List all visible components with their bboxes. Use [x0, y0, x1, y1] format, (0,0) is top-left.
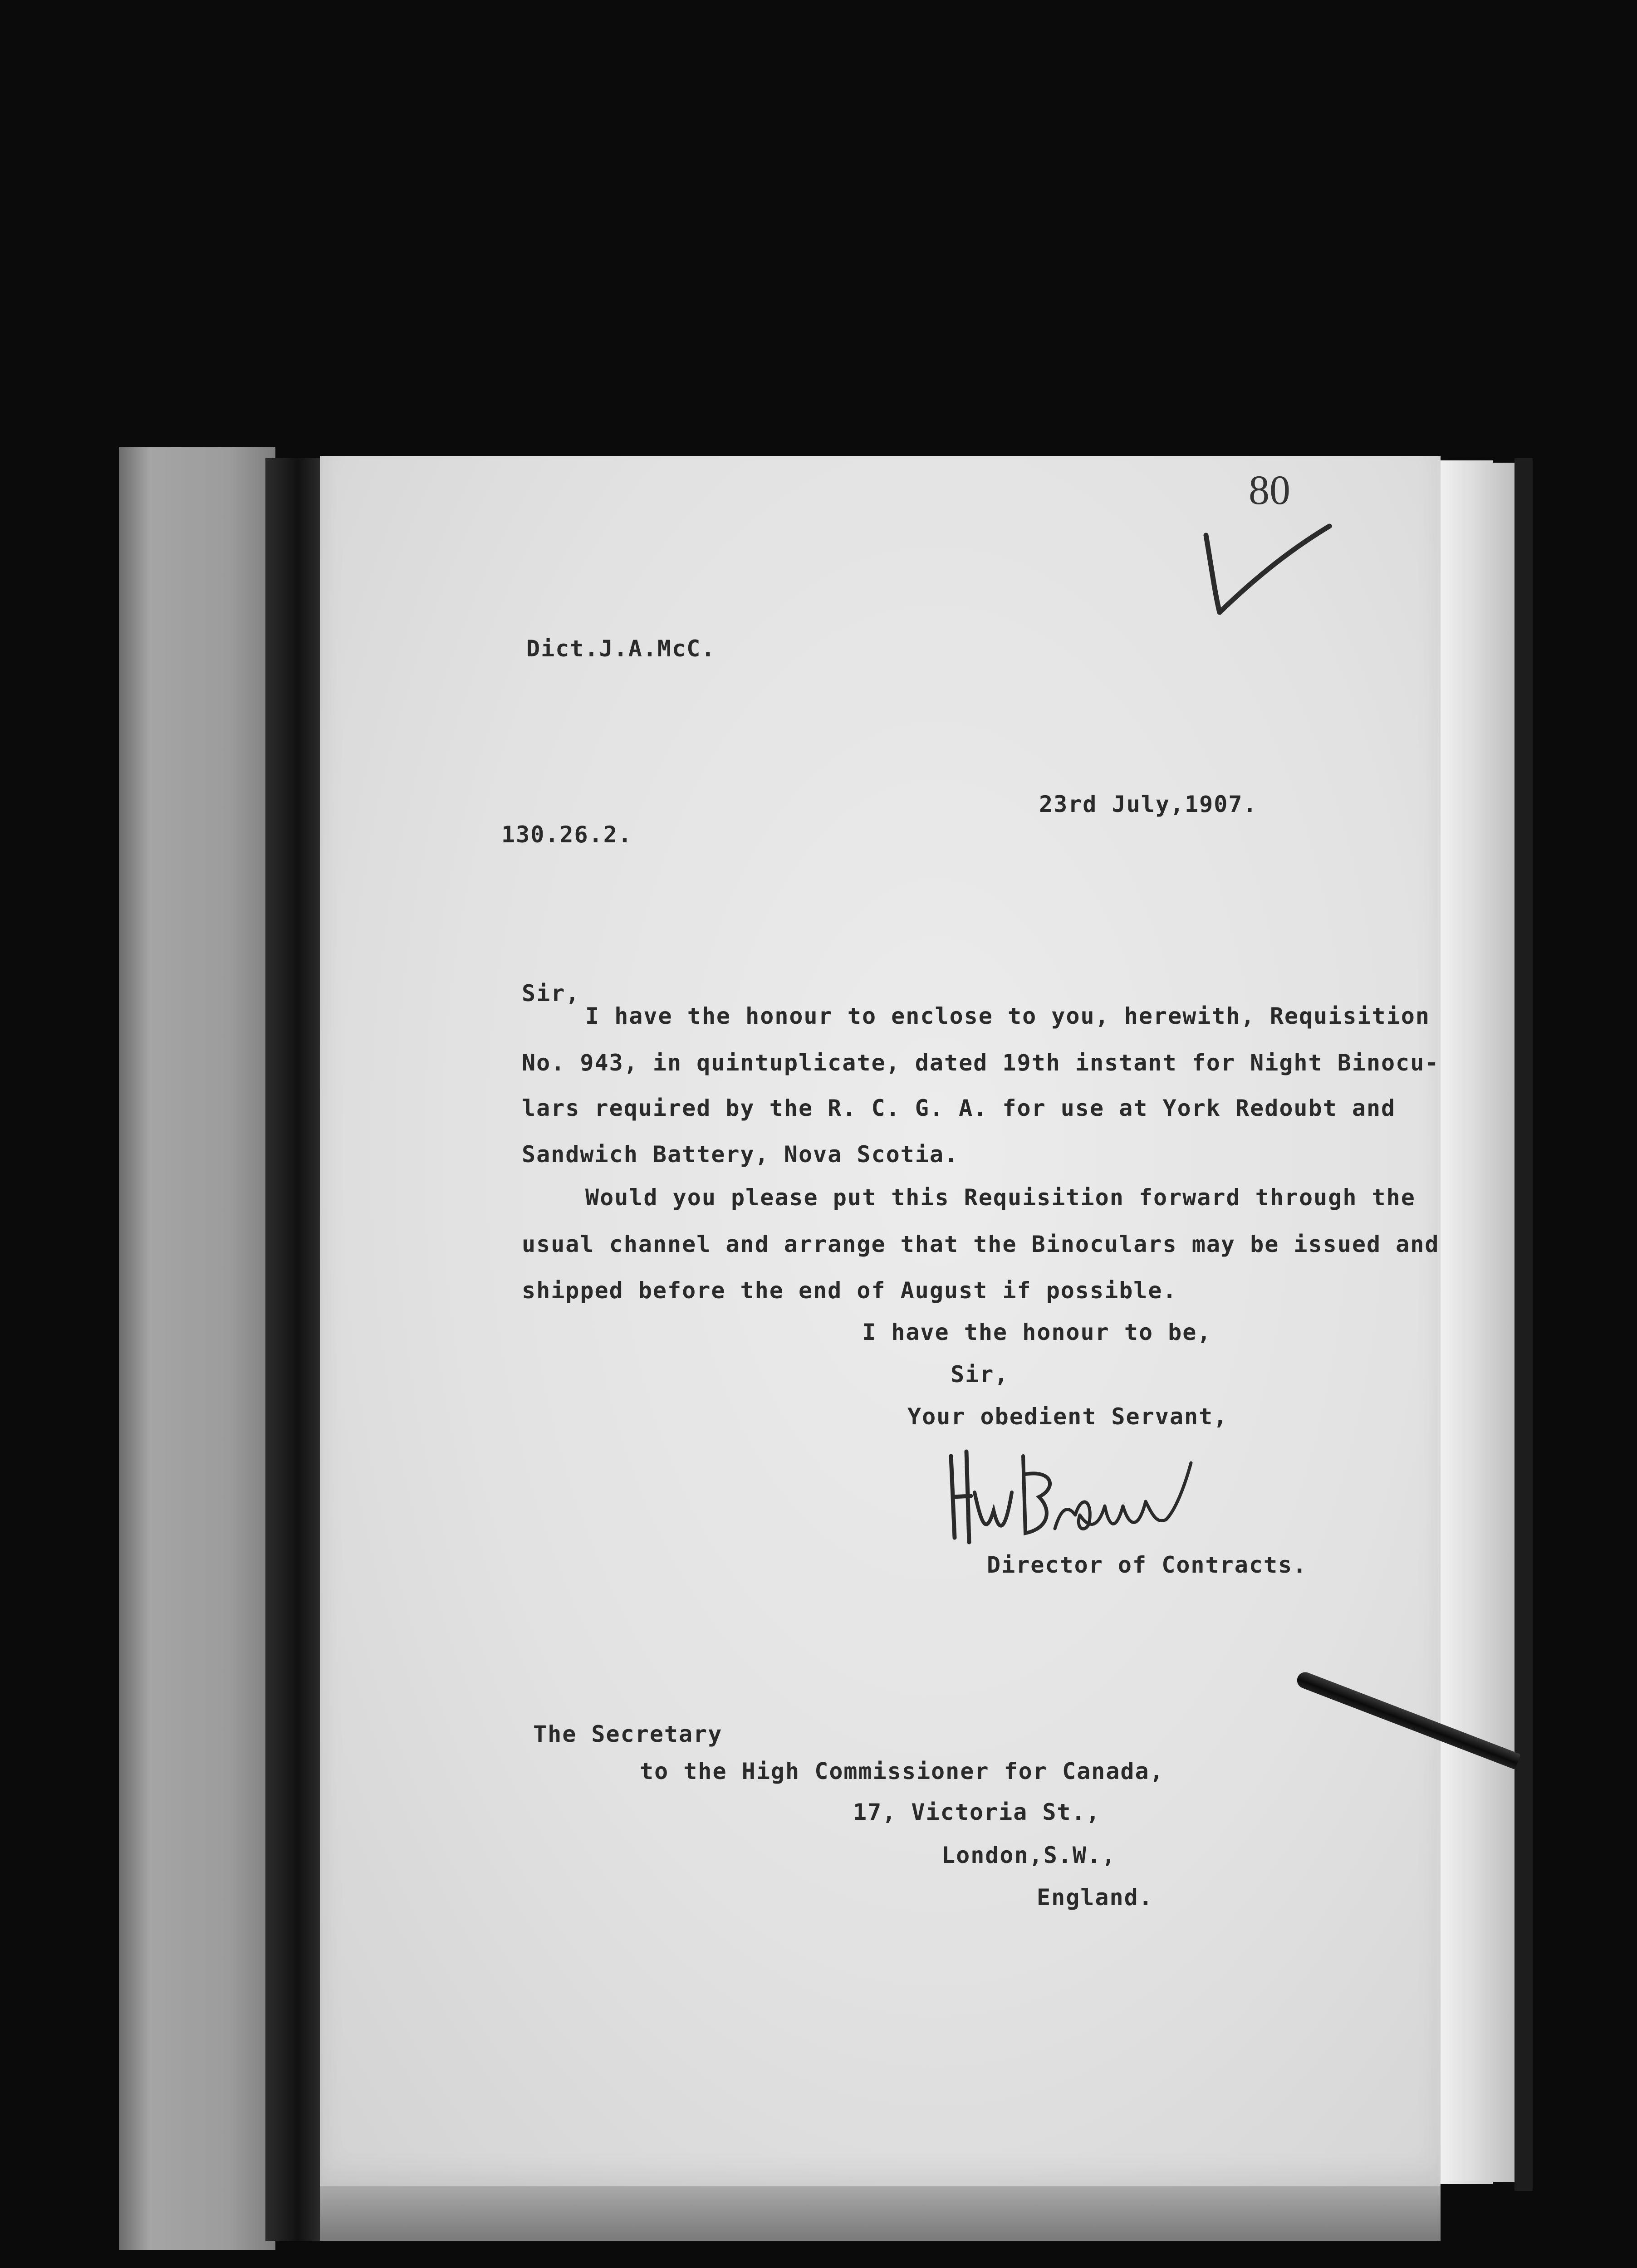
- paragraph2-line: usual channel and arrange that the Binoculars may be issued and: [522, 1231, 1440, 1257]
- left-page-edge: [119, 447, 275, 2250]
- dictation-initials: Dict.J.A.McC.: [526, 635, 716, 662]
- closing-line: I have the honour to be,: [862, 1319, 1212, 1345]
- closing-line: Sir,: [951, 1361, 1009, 1388]
- file-reference: 130.26.2.: [501, 821, 632, 848]
- signatory-title: Director of Contracts.: [987, 1552, 1308, 1578]
- letter-date: 23rd July,1907.: [1039, 791, 1258, 817]
- paragraph2-line: Would you please put this Requisition forward through the: [585, 1184, 1416, 1211]
- page-number: 80: [1249, 467, 1290, 513]
- address-line: The Secretary: [533, 1721, 723, 1747]
- closing-line: Your obedient Servant,: [907, 1403, 1228, 1430]
- sheet-bottom-shade: [320, 2186, 1441, 2241]
- address-line: England.: [1037, 1884, 1153, 1911]
- paragraph1-line: I have the honour to enclose to you, herewith, Requisition: [585, 1003, 1430, 1029]
- address-line: London,S.W.,: [941, 1842, 1117, 1868]
- address-line: 17, Victoria St.,: [853, 1799, 1101, 1825]
- paragraph1-line: No. 943, in quintuplicate, dated 19th instant for Night Binocu-: [522, 1050, 1440, 1076]
- right-page-shadow: [1514, 458, 1533, 2191]
- check-mark-icon: [1198, 517, 1334, 621]
- address-line: to the High Commissioner for Canada,: [640, 1758, 1164, 1784]
- salutation: Sir,: [522, 980, 580, 1007]
- book-gutter: [265, 458, 320, 2241]
- paragraph2-line: shipped before the end of August if possible.: [522, 1277, 1177, 1304]
- handwritten-signature: [939, 1438, 1193, 1556]
- right-page-edge-inner: [1465, 463, 1515, 2182]
- paragraph1-line: Sandwich Battery, Nova Scotia.: [522, 1141, 959, 1168]
- paragraph1-line: lars required by the R. C. G. A. for use at York Redoubt and: [522, 1095, 1396, 1121]
